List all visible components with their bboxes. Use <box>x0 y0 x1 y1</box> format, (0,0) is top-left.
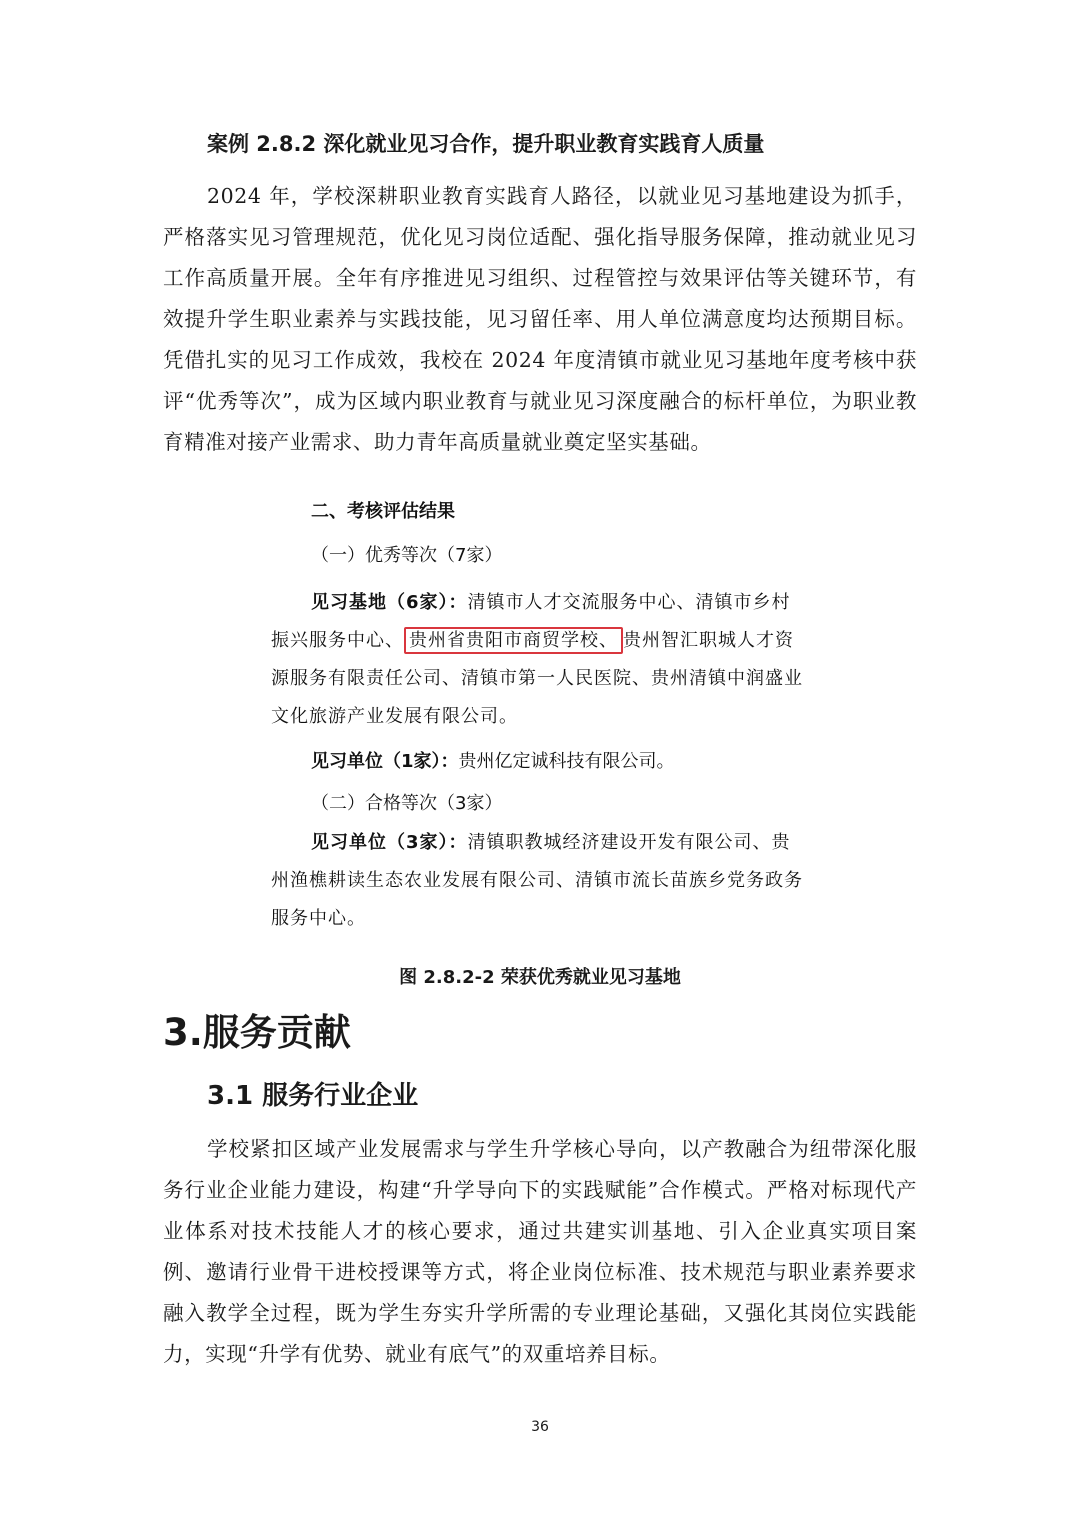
figure-qualified-paragraph <box>271 824 803 938</box>
section-heading-sub: 3.1 服务行业企业 <box>207 1081 419 1111</box>
page-number: 36 <box>531 1419 549 1435</box>
figure-qualified-label: 见习单位（3家）： <box>311 832 468 853</box>
service-paragraph: 学校紧扣区域产业发展需求与学生升学核心导向，以产教融合为纽带深化服务行业企业能力建设，构建“升学导向下的实践赋能”合作模式。严格对标现代产业体系对技术技能人才的核心要求，通过共建实训基地、引入企业真实项目案例、邀请行业骨干进校授课等方式，将企业岗位标准、技术规范与职业素养要求融入教学全过程，既为学生夯实升学所需的专业理论基础，又强化其岗位实践能力，实现“升学有优势、就业有底气”的双重培养目标。 <box>163 1137 917 1366</box>
figure-units-text: 贵州亿定诚科技有限公司。 <box>458 751 675 772</box>
case-title: 案例 2.8.2 深化就业见习合作，提升职业教育实践育人质量 <box>207 132 765 156</box>
figure-bases-label: 见习基地（6家）： <box>311 592 468 613</box>
highlighted-school-name: 贵州省贵阳市商贸学校、 <box>404 627 623 654</box>
figure-section-heading: 二、考核评估结果 <box>311 501 455 522</box>
figure-bases-paragraph <box>271 584 803 736</box>
section-heading-main: 3.服务贡献 <box>163 1011 351 1054</box>
figure-caption: 图 2.8.2-2 荣获优秀就业见习基地 <box>399 967 681 988</box>
figure-excellent-heading: （一）优秀等次（7家） <box>311 545 503 566</box>
figure-qualified-heading: （二）合格等次（3家） <box>311 793 503 814</box>
figure-units-label: 见习单位（1家）： <box>311 751 459 772</box>
figure-bases-text-before: 清镇市人才交流服务中心、清镇市乡村振兴服务中心、 <box>271 592 791 651</box>
figure-bases-text-after: 贵州智汇职城人才资源服务有限责任公司、清镇市第一人民医院、贵州清镇中润盛业文化旅游产业发展有限公司。 <box>271 630 803 727</box>
intro-paragraph: 2024 年，学校深耕职业教育实践育人路径，以就业见习基地建设为抓手，严格落实见习管理规范，优化见习岗位适配、强化指导服务保障，推动就业见习工作高质量开展。全年有序推进见习组织、过程管控与效果评估等关键环节，有效提升学生职业素养与实践技能，见习留任率、用人单位满意度均达预期目标。凭借扎实的见习工作成效，我校在 2024 年度清镇市就业见习基地年度考核中获评“优秀等次”，成为区域内职业教育与就业见习深度融合的标杆单位，为职业教育精准对接产业需求、助力青年高质量就业奠定坚实基础。 <box>163 184 917 454</box>
assessment-result-figure <box>263 492 823 942</box>
figure-units-line <box>311 748 675 776</box>
figure-qualified-text: 清镇职教城经济建设开发有限公司、贵州渔樵耕读生态农业发展有限公司、清镇市流长苗族乡党务政务服务中心。 <box>271 832 803 929</box>
